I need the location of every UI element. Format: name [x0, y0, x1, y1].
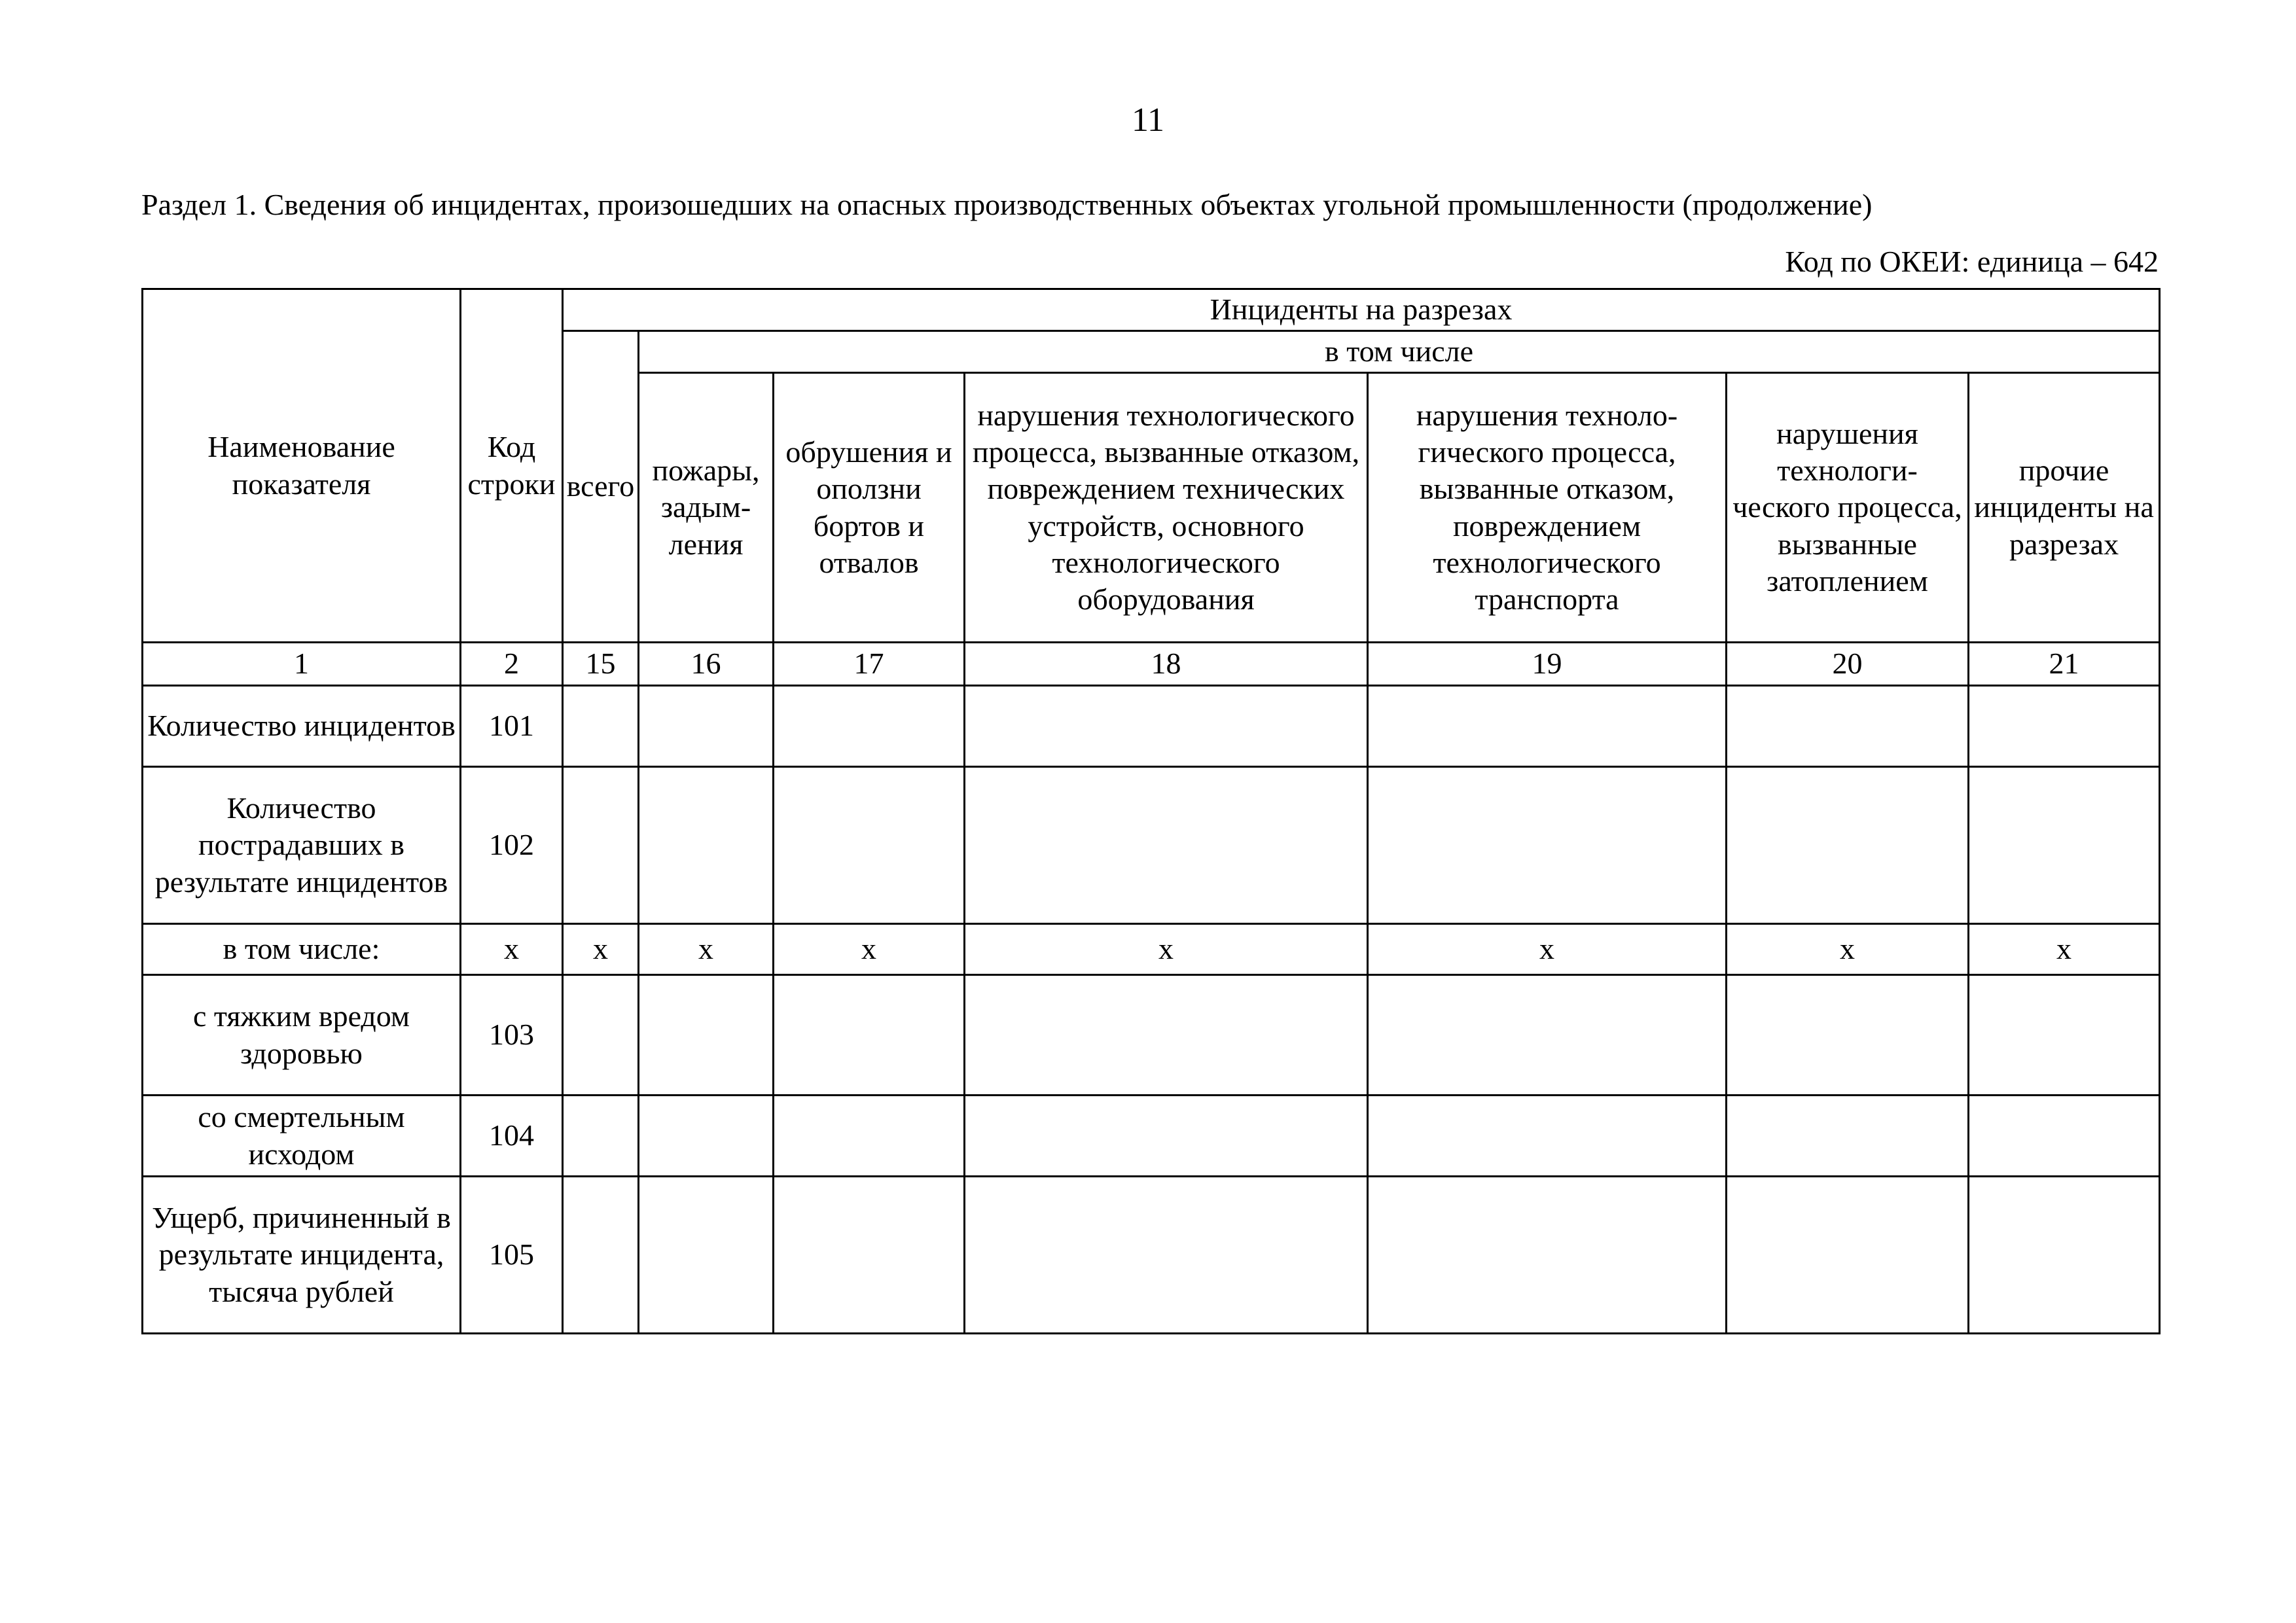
data-cell[interactable] — [639, 686, 774, 767]
row-code: 104 — [461, 1096, 563, 1177]
table-row — [143, 975, 2160, 1096]
data-cell[interactable] — [1969, 975, 2160, 1096]
data-cell[interactable] — [639, 1177, 774, 1334]
data-cell[interactable] — [1368, 975, 1727, 1096]
data-cell[interactable] — [563, 1096, 639, 1177]
header-row — [143, 289, 2160, 331]
header-col-21: прочие инциденты на разрезах — [1969, 373, 2160, 643]
data-cell[interactable] — [774, 975, 965, 1096]
column-number: 20 — [1727, 643, 1969, 686]
x-mark-cell: x — [965, 924, 1368, 975]
data-cell[interactable] — [1727, 686, 1969, 767]
header-col-19: нарушения техноло- гического процесса, вызванные отказом, повреждением технологического транспорта — [1368, 373, 1727, 643]
data-cell[interactable] — [1969, 1096, 2160, 1177]
row-code: 102 — [461, 767, 563, 924]
row-code: x — [461, 924, 563, 975]
header-name: Наименование показателя — [143, 289, 461, 643]
data-cell[interactable] — [965, 975, 1368, 1096]
data-cell[interactable] — [1727, 1096, 1969, 1177]
column-number: 17 — [774, 643, 965, 686]
row-label: со смертельным исходом — [143, 1096, 461, 1177]
column-numbers-row — [143, 643, 2160, 686]
x-mark-cell: x — [1727, 924, 1969, 975]
header-total: всего — [563, 331, 639, 643]
data-cell[interactable] — [965, 686, 1368, 767]
data-cell[interactable] — [1368, 1177, 1727, 1334]
data-cell[interactable] — [1368, 767, 1727, 924]
page-number: 11 — [1131, 101, 1165, 139]
data-cell[interactable] — [1727, 975, 1969, 1096]
data-cell[interactable] — [774, 1177, 965, 1334]
data-cell[interactable] — [1368, 1096, 1727, 1177]
row-label: Количество пострадавших в результате инцидентов — [143, 767, 461, 924]
row-code: 103 — [461, 975, 563, 1096]
table-row — [143, 686, 2160, 767]
row-label: с тяжким вредом здоровью — [143, 975, 461, 1096]
table-row — [143, 1177, 2160, 1334]
data-cell[interactable] — [1727, 767, 1969, 924]
header-group: Инциденты на разрезах — [563, 289, 2160, 331]
data-cell[interactable] — [563, 767, 639, 924]
data-cell[interactable] — [1969, 767, 2160, 924]
table-row — [143, 1096, 2160, 1177]
x-mark-cell: x — [1368, 924, 1727, 975]
data-cell[interactable] — [1727, 1177, 1969, 1334]
row-label: в том числе: — [143, 924, 461, 975]
row-code: 105 — [461, 1177, 563, 1334]
data-cell[interactable] — [965, 1177, 1368, 1334]
header-col-20: нарушения технологи- ческого процесса, вызванные затоплением — [1727, 373, 1969, 643]
column-number: 15 — [563, 643, 639, 686]
data-cell[interactable] — [1969, 1177, 2160, 1334]
data-cell[interactable] — [639, 975, 774, 1096]
row-label: Количество инцидентов — [143, 686, 461, 767]
section-title: Раздел 1. Сведения об инцидентах, произошедших на опасных производственных объектах угольной промышленности (продолжение) — [141, 188, 1873, 221]
data-cell[interactable] — [774, 1096, 965, 1177]
data-cell[interactable] — [563, 1177, 639, 1334]
header-including: в том числе — [639, 331, 2160, 373]
column-number: 16 — [639, 643, 774, 686]
x-mark-cell: x — [1969, 924, 2160, 975]
x-mark-cell: x — [563, 924, 639, 975]
column-number: 21 — [1969, 643, 2160, 686]
data-cell[interactable] — [965, 767, 1368, 924]
header-col-16: пожары, задым- ления — [639, 373, 774, 643]
data-cell[interactable] — [1969, 686, 2160, 767]
table-row — [143, 767, 2160, 924]
x-mark-cell: x — [639, 924, 774, 975]
data-cell[interactable] — [774, 767, 965, 924]
incidents-table — [141, 288, 2161, 1334]
data-cell[interactable] — [639, 767, 774, 924]
header-col-18: нарушения технологического процесса, вызванные отказом, повреждением технических устройств, основного технологического оборудования — [965, 373, 1368, 643]
x-mark-cell: x — [774, 924, 965, 975]
data-cell[interactable] — [639, 1096, 774, 1177]
column-number: 18 — [965, 643, 1368, 686]
column-number: 19 — [1368, 643, 1727, 686]
data-cell[interactable] — [563, 686, 639, 767]
okei-code: Код по ОКЕИ: единица – 642 — [1785, 245, 2159, 278]
row-code: 101 — [461, 686, 563, 767]
data-cell[interactable] — [563, 975, 639, 1096]
row-label: Ущерб, причиненный в результате инцидента, тысяча рублей — [143, 1177, 461, 1334]
data-cell[interactable] — [1368, 686, 1727, 767]
column-number: 1 — [143, 643, 461, 686]
data-cell[interactable] — [774, 686, 965, 767]
data-cell[interactable] — [965, 1096, 1368, 1177]
header-code: Код строки — [461, 289, 563, 643]
header-col-17: обрушения и оползни бортов и отвалов — [774, 373, 965, 643]
table-row — [143, 924, 2160, 975]
column-number: 2 — [461, 643, 563, 686]
